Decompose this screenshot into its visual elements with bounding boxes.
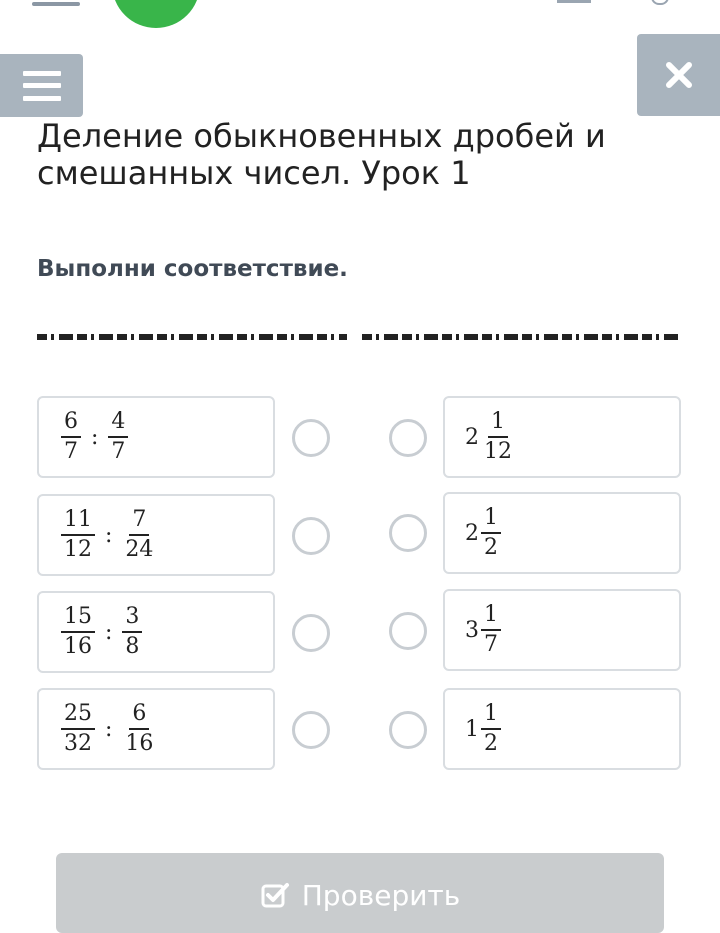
top-bar-remnant [32, 2, 80, 6]
right-item-card[interactable] [443, 589, 681, 671]
lesson-title: Деление обыкновенных дробей и смешанных чисел. Урок 1 [37, 117, 606, 192]
mixed-number: 2 $\frac{1}{2}$ [465, 504, 501, 562]
close-x-icon [664, 60, 694, 90]
right-item-card[interactable] [443, 396, 681, 478]
left-connector-radio[interactable] [292, 419, 330, 457]
left-connector-radio[interactable] [292, 517, 330, 555]
fraction-division-expression: $\frac{6}{7}$ : $\frac{4}{7}$ [61, 408, 128, 466]
right-item-card[interactable] [443, 688, 681, 770]
check-answer-button[interactable] [56, 853, 664, 933]
top-right-icon-remnant [651, 0, 669, 5]
mixed-number: 1 $\frac{1}{2}$ [465, 700, 501, 758]
left-item-card[interactable] [37, 494, 275, 576]
redaction-scribble-right [362, 334, 680, 340]
right-item-card[interactable] [443, 492, 681, 574]
redaction-scribble-left [37, 334, 347, 340]
fraction-division-expression: $\frac{11}{12}$ : $\frac{7}{24}$ [61, 506, 156, 564]
check-button-label: Проверить [301, 878, 461, 912]
top-right-remnant [557, 0, 591, 3]
fraction-division-expression: $\frac{25}{32}$ : $\frac{6}{16}$ [61, 700, 156, 758]
left-item-card[interactable] [37, 591, 275, 673]
fraction-division-expression: $\frac{15}{16}$ : $\frac{3}{8}$ [61, 603, 142, 661]
left-item-card[interactable] [37, 396, 275, 478]
right-connector-radio[interactable] [389, 419, 427, 457]
left-item-card[interactable] [37, 688, 275, 770]
checkbox-check-icon [260, 880, 290, 910]
left-connector-radio[interactable] [292, 614, 330, 652]
right-connector-radio[interactable] [389, 711, 427, 749]
mixed-number: 2 $\frac{1}{12}$ [465, 409, 512, 464]
green-progress-circle [112, 0, 200, 28]
menu-button[interactable] [0, 54, 83, 117]
hamburger-menu-icon [23, 71, 61, 101]
left-connector-radio[interactable] [292, 711, 330, 749]
close-button[interactable] [637, 34, 720, 116]
task-instruction: Выполни соответствие. [37, 256, 348, 282]
mixed-number: 3 $\frac{1}{7}$ [465, 601, 501, 659]
right-connector-radio[interactable] [389, 514, 427, 552]
right-connector-radio[interactable] [389, 612, 427, 650]
